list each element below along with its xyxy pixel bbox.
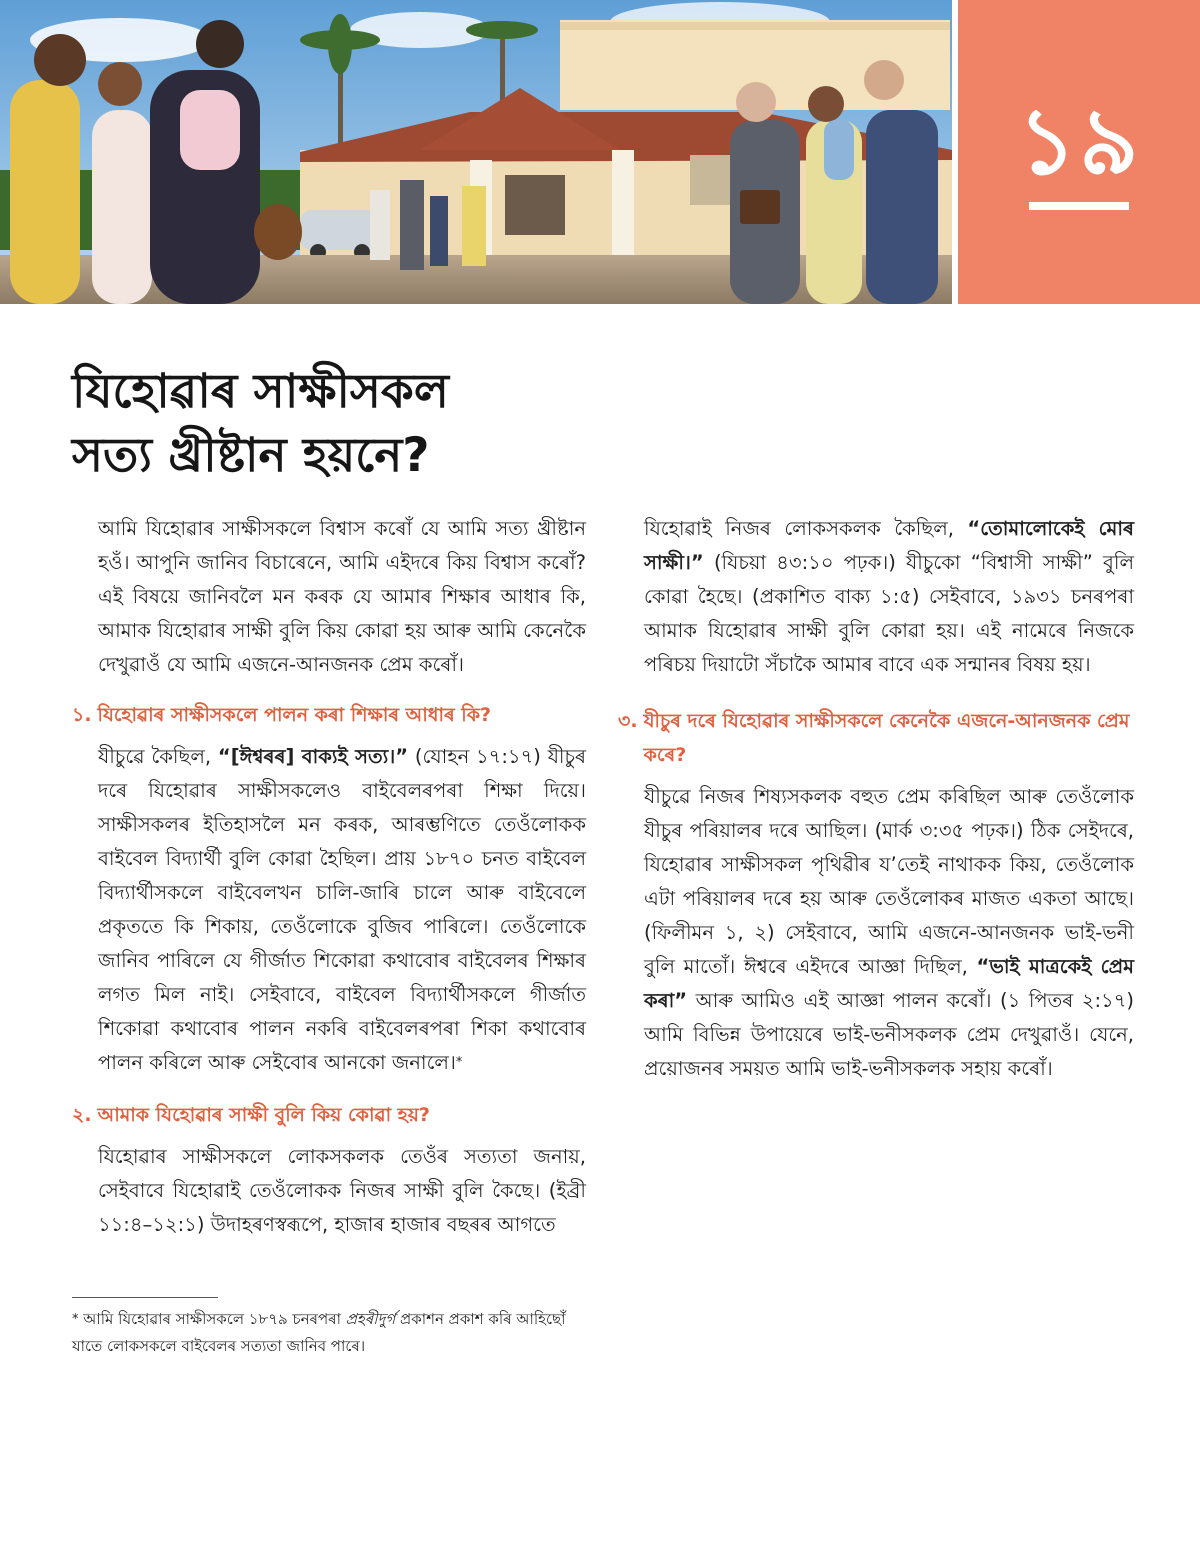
question-1 <box>72 698 586 732</box>
answer-2-quote: “তোমালোকেই মোৰ সাক্ষী।” <box>644 517 1134 574</box>
answer-3-text: আৰু আমিও এই আজ্ঞা পালন কৰোঁ। (১ পিতৰ ২:১৭) আমি বিভিন্ন উপায়েৰে ভাই-ভনীসকলক প্ৰেম দেখুৱাওঁ। যেনে, প্ৰয়োজনৰ সময়ত আমি ভাই-ভনীসকলক সহায় কৰোঁ। <box>644 989 1134 1080</box>
footnote-post: প্ৰকাশন প্ৰকাশ কৰি আহিছোঁ যাতে লোকসকলে বাইবেলৰ সত্যতা জানিব পাৰে। <box>72 1310 566 1355</box>
answer-2-pre: যিহোৱাই নিজৰ লোকসকলক কৈছিল, <box>644 517 968 540</box>
answer-1-text: (যোহন ১৭:১৭) যীচুৰ দৰে যিহোৱাৰ সাক্ষীসকলেও বাইবেলৰপৰা শিক্ষা দিয়ে। সাক্ষীসকলৰ ইতিহাসলৈ মন কৰক, আৰম্ভণিতে তেওঁলোকক বাইবেল বিদ্যাৰ্থী বুলি কোৱা হৈছিল। প্ৰায় ১৮৭০ চনত বাইবেল বিদ্যাৰ্থীসকলে বাইবেলখন চালি-জাৰি চালে আৰু বাইবেলে প্ৰকৃততে কি শিকায়, তেওঁলোকে বুজিব পাৰিলে। তেওঁলোকে জানিব পাৰিলে যে গীৰ্জাত শিকোৱা কথাবোৰ বাইবেলৰ শিক্ষাৰ লগত মিল নাই। সেইবাবে, বাইবেল বিদ্যাৰ্থীসকলে গীৰ্জাত শিকোৱা কথাবোৰ পালন নকৰি বাইবেলৰপৰা শিকা কথাবোৰ পালন কৰিলে আৰু সেইবোৰ আনকো জনালে। <box>98 745 587 1074</box>
intro-paragraph: আমি যিহোৱাৰ সাক্ষীসকলে বিশ্বাস কৰোঁ যে আমি সত্য খ্ৰীষ্টান হওঁ। আপুনি জানিব বিচাৰেনে, আমি এইদৰে কিয় বিশ্বাস কৰোঁ? এই বিষয়ে জানিবলৈ মন কৰক যে আমাৰ শিক্ষাৰ আধাৰ কি, আমাক যিহোৱাৰ সাক্ষী বুলি কিয় কোৱা হয় আৰু আমি কেনেকৈ দেখুৱাওঁ যে আমি এজনে-আনজনক প্ৰেম কৰোঁ। <box>98 517 586 676</box>
answer-3-quote: “ভাই মাত্ৰকেই প্ৰেম কৰা” <box>644 955 1134 1012</box>
question-2 <box>72 1098 586 1132</box>
footnote-mark: * <box>72 1312 79 1327</box>
left-column <box>72 512 586 1242</box>
title-line-1: যিহোৱাৰ সাক্ষীসকল <box>72 364 449 419</box>
answer-1-pre: যীচুৱে কৈছিল, <box>98 745 218 768</box>
question-3-text: যীচুৰ দৰে যিহোৱাৰ সাক্ষীসকলে কেনেকৈ এজনে-আনজনক প্ৰেম কৰে? <box>643 710 1130 766</box>
answer-1-quote: “[ঈশ্বৰৰ] বাক্যই সত্য।” <box>217 745 409 768</box>
footnote-marker[interactable]: * <box>455 1055 463 1070</box>
answer-3-paragraph <box>618 780 1134 1086</box>
question-2-text: আমাক যিহোৱাৰ সাক্ষী বুলি কিয় কোৱা হয়? <box>97 1104 430 1126</box>
answer-2-paragraph-start: যিহোৱাৰ সাক্ষীসকলে লোকসকলক তেওঁৰ সত্যতা জনায়, সেইবাবে যিহোৱাই তেওঁলোকক নিজৰ সাক্ষী বুলি কৈছে। (ইব্ৰী ১১:৪–১২:১) উদাহৰণস্বৰূপে, হাজাৰ হাজাৰ বছৰৰ আগতে <box>98 1145 586 1236</box>
answer-2-text: (যিচয়া ৪৩:১০ পঢ়ক।) যীচুকো “বিশ্বাসী সাক্ষী” বুলি কোৱা হৈছে। (প্ৰকাশিত বাক্য ১:৫) সেইবাবে, ১৯৩১ চনৰপৰা আমাক যিহোৱাৰ সাক্ষী বুলি কোৱা হয়। এই নামেৰে নিজকে পৰিচয় দিয়াটো সঁচাকৈ আমাৰ বাবে এক সন্মানৰ বিষয় হয়। <box>644 551 1134 676</box>
footnote <box>72 1306 582 1360</box>
answer-1-paragraph <box>72 740 586 1080</box>
answer-2-paragraph-continued <box>618 512 1134 682</box>
question-3 <box>618 704 1134 772</box>
lesson-number-underline <box>1029 202 1129 210</box>
lesson-number: ১৯ <box>1017 88 1141 195</box>
page-title <box>72 360 672 488</box>
hero-photo <box>0 0 952 304</box>
question-1-number: ১. <box>72 704 92 726</box>
footnote-pre: আমি যিহোৱাৰ সাক্ষীসকলে ১৮৭৯ চনৰপৰা <box>78 1310 346 1328</box>
question-1-text: যিহোৱাৰ সাক্ষীসকলে পালন কৰা শিক্ষাৰ আধাৰ কি? <box>97 704 492 726</box>
title-line-2: সত্য খ্ৰীষ্টান হয়নে? <box>72 428 430 483</box>
footnote-publication: প্ৰহৰীদুৰ্গ <box>345 1310 396 1328</box>
answer-3-pre: যীচুৱে নিজৰ শিষ্যসকলক বহুত প্ৰেম কৰিছিল আৰু তেওঁলোক যীচুৰ পৰিয়ালৰ দৰে আছিল। (মাৰ্ক ৩:৩৫ পঢ়ক।) ঠিক সেইদৰে, যিহোৱাৰ সাক্ষীসকল পৃথিৱীৰ য’তেই নাথাকক কিয়, তেওঁলোক এটা পৰিয়ালৰ দৰে হয় আৰু তেওঁলোকৰ মাজত একতা আছে। (ফিলীমন ১, ২) সেইবাবে, আমি এজনে-আনজনক ভাই-ভনী বুলি মাতোঁ। ঈশ্বৰে এইদৰে আজ্ঞা দিছিল, <box>644 785 1134 978</box>
question-2-number: ২. <box>72 1104 92 1126</box>
question-3-number: ৩. <box>618 710 638 732</box>
lesson-number-box <box>958 0 1200 304</box>
footnote-divider <box>72 1297 218 1298</box>
right-column <box>618 512 1134 1086</box>
